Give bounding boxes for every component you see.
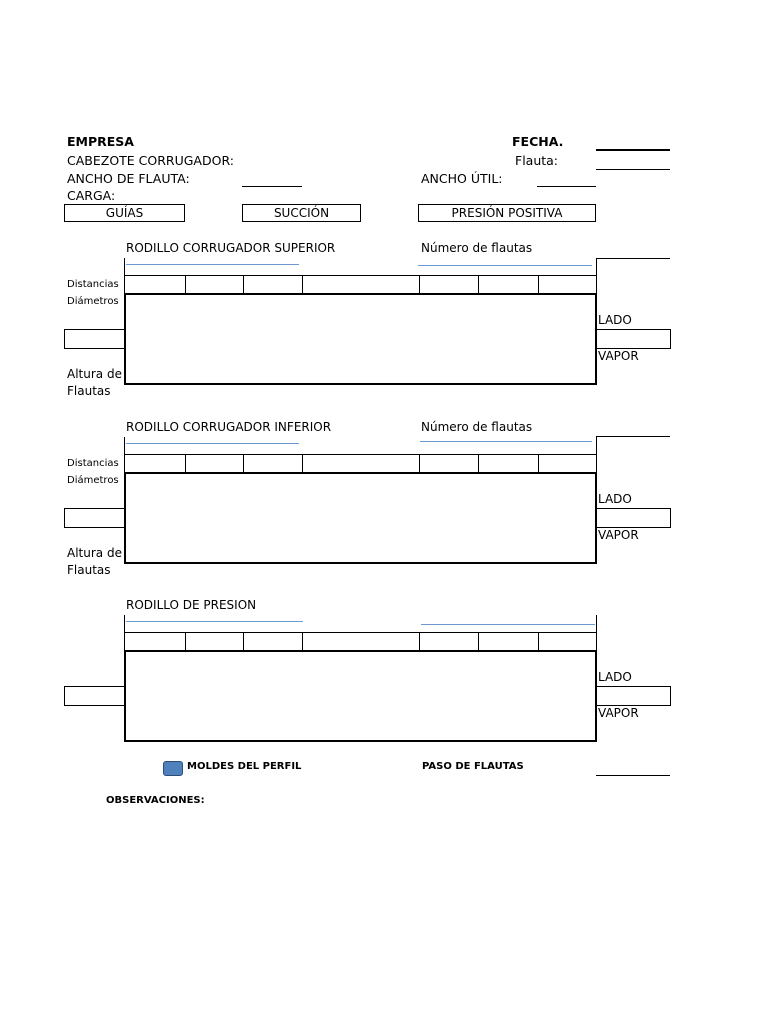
ancho-util-field[interactable]: [537, 186, 596, 187]
cell-divider: [185, 455, 186, 472]
presion-positiva-button[interactable]: PRESIÓN POSITIVA: [418, 204, 596, 222]
cell-divider: [243, 276, 244, 293]
tick-left: [124, 615, 125, 633]
flauta-label: Flauta:: [515, 153, 559, 168]
tick-right: [596, 436, 597, 455]
cell-divider: [419, 276, 420, 293]
fecha-field[interactable]: [596, 149, 670, 151]
title-underline: [126, 264, 299, 265]
flautas-label: Flautas: [67, 563, 111, 577]
numero-field[interactable]: [596, 258, 670, 259]
title-underline: [126, 443, 299, 444]
numero-underline: [420, 441, 592, 442]
cell-divider: [302, 455, 303, 472]
right-axle: [596, 329, 671, 349]
tick-right: [596, 258, 597, 276]
right-underline: [421, 624, 595, 625]
cell-divider: [538, 276, 539, 293]
diametros-label: Diámetros: [67, 296, 119, 307]
tick-left: [124, 258, 125, 276]
carga-label: CARGA:: [67, 188, 116, 203]
paso-field[interactable]: [596, 775, 670, 776]
cell-divider: [419, 633, 420, 650]
cell-divider: [302, 276, 303, 293]
cell-divider: [243, 455, 244, 472]
cell-divider: [185, 276, 186, 293]
right-axle: [596, 686, 671, 706]
empresa-label: EMPRESA: [67, 134, 134, 149]
diametros-label: Diámetros: [67, 475, 119, 486]
lado-label: LADO: [598, 670, 632, 684]
distancias-row: [124, 632, 597, 651]
distancias-row: [124, 275, 597, 294]
section-title: RODILLO CORRUGADOR SUPERIOR: [126, 241, 336, 255]
numero-underline: [418, 265, 592, 266]
paso-label: PASO DE FLAUTAS: [422, 761, 524, 772]
vapor-label: VAPOR: [598, 528, 639, 542]
altura-label: Altura de: [67, 546, 122, 560]
altura-label: Altura de: [67, 367, 122, 381]
cell-divider: [478, 276, 479, 293]
left-axle: [64, 508, 125, 528]
guias-button[interactable]: GUÍAS: [64, 204, 185, 222]
numero-field[interactable]: [596, 436, 670, 437]
flauta-field[interactable]: [596, 169, 670, 170]
cell-divider: [185, 633, 186, 650]
tick-left: [124, 437, 125, 455]
cell-divider: [538, 633, 539, 650]
distancias-label: Distancias: [67, 458, 119, 469]
cabezote-label: CABEZOTE CORRUGADOR:: [67, 153, 234, 168]
tick-right: [596, 615, 597, 633]
cell-divider: [478, 455, 479, 472]
left-axle: [64, 329, 125, 349]
title-underline: [126, 621, 303, 622]
cell-divider: [419, 455, 420, 472]
fecha-label: FECHA.: [512, 134, 564, 149]
vapor-label: VAPOR: [598, 349, 639, 363]
section-title: RODILLO CORRUGADOR INFERIOR: [126, 420, 332, 434]
cell-divider: [302, 633, 303, 650]
flautas-label: Flautas: [67, 384, 111, 398]
lado-label: LADO: [598, 492, 632, 506]
lado-label: LADO: [598, 313, 632, 327]
vapor-label: VAPOR: [598, 706, 639, 720]
section-title: RODILLO DE PRESION: [126, 598, 257, 612]
cell-divider: [243, 633, 244, 650]
numero-flautas-label: Número de flautas: [421, 420, 533, 434]
roller-body: [124, 472, 597, 564]
moldes-swatch-icon: [163, 761, 183, 776]
moldes-label: MOLDES DEL PERFIL: [187, 761, 302, 772]
cell-divider: [538, 455, 539, 472]
ancho-util-label: ANCHO ÚTIL:: [421, 171, 503, 186]
right-axle: [596, 508, 671, 528]
numero-flautas-label: Número de flautas: [421, 241, 533, 255]
succion-button[interactable]: SUCCIÓN: [242, 204, 361, 222]
observaciones-label: OBSERVACIONES:: [106, 795, 205, 806]
roller-body: [124, 293, 597, 385]
left-axle: [64, 686, 125, 706]
ancho-flauta-field[interactable]: [242, 186, 302, 187]
ancho-flauta-label: ANCHO DE FLAUTA:: [67, 171, 190, 186]
cell-divider: [478, 633, 479, 650]
roller-body: [124, 650, 597, 742]
distancias-row: [124, 454, 597, 473]
distancias-label: Distancias: [67, 279, 119, 290]
